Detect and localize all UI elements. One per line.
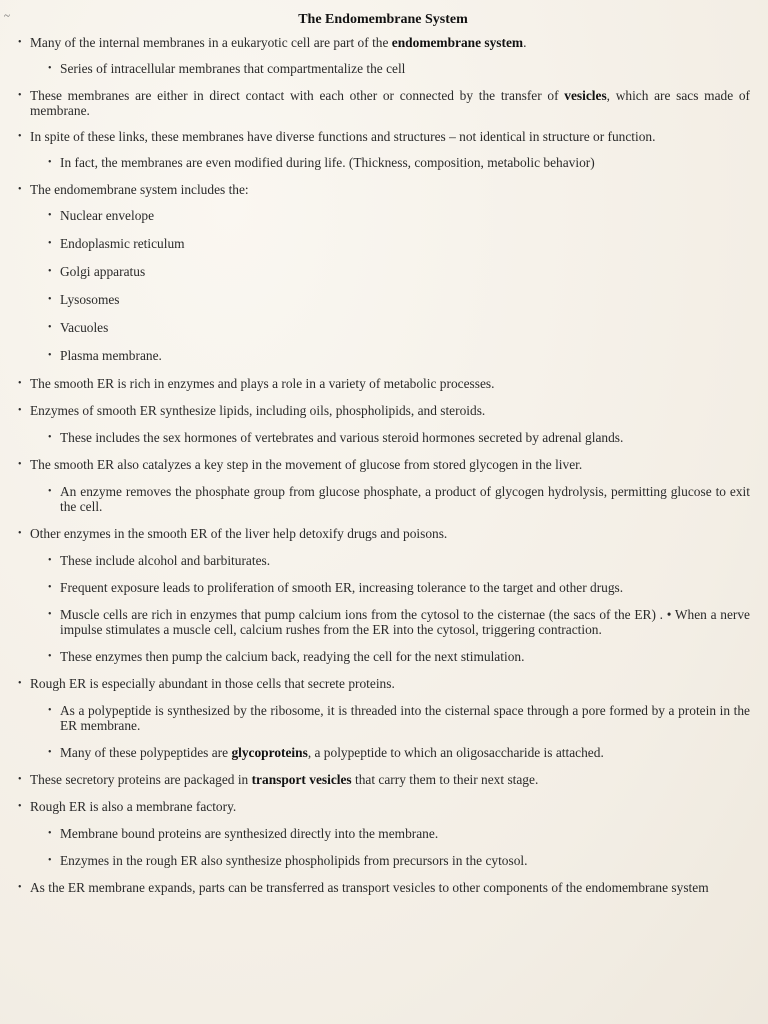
bullet-text: Rough ER is also a membrane factory. <box>30 799 237 814</box>
sub-bullet-item <box>16 649 750 664</box>
sub-bullet-item <box>16 580 750 595</box>
sub-bullet-item <box>16 607 750 637</box>
bullet-text: Membrane bound proteins are synthesized directly into the membrane. <box>60 826 439 841</box>
bullet-text: Many of these polypeptides are <box>60 745 232 760</box>
bullet-text: These membranes are either in direct contact with each other or connected by the transfer of <box>30 88 565 103</box>
bullet-text: As the ER membrane expands, parts can be transferred as transport vesicles to other components of the endomembrane system <box>30 880 709 895</box>
bullet-text: An enzyme removes the phosphate group from glucose phosphate, a product of glycogen hydrolysis, permitting glucose to exit the cell. <box>60 484 750 514</box>
bullet-text: Frequent exposure leads to proliferation of smooth ER, increasing tolerance to the target and other drugs. <box>60 580 624 595</box>
bullet-item <box>16 88 750 118</box>
sub-bullet-item <box>16 348 750 363</box>
bullet-item <box>16 676 750 691</box>
bullet-text: Other enzymes in the smooth ER of the liver help detoxify drugs and poisons. <box>30 526 448 541</box>
sub-bullet-item <box>16 703 750 733</box>
bullet-item <box>16 376 750 391</box>
bullet-text: Golgi apparatus <box>60 264 146 279</box>
bullet-text: Enzymes of smooth ER synthesize lipids, including oils, phospholipids, and steroids. <box>30 403 486 418</box>
bullet-text: that carry them to their next stage. <box>351 772 539 787</box>
bullet-text: Plasma membrane. <box>60 348 162 363</box>
bullet-text: The smooth ER also catalyzes a key step in the movement of glucose from stored glycogen in the liver. <box>30 457 583 472</box>
bullet-item <box>16 799 750 814</box>
bullet-item <box>16 403 750 418</box>
bold-term: glycoproteins <box>231 745 308 760</box>
bullet-text: Enzymes in the rough ER also synthesize phospholipids from precursors in the cytosol. <box>60 853 528 868</box>
bullet-text: , which are sacs made of membrane. <box>30 88 751 118</box>
sub-bullet-item <box>16 484 750 514</box>
bullet-text: Series of intracellular membranes that compartmentalize the cell <box>60 61 406 76</box>
bullet-text: Muscle cells are rich in enzymes that pump calcium ions from the cytosol to the cisternae (the sacs of the ER) . • When a nerve impulse stimulates a muscle cell, calcium rushes from the ER into the cytosol, triggering contraction. <box>60 607 750 637</box>
bullet-item <box>16 129 750 144</box>
sub-bullet-item <box>16 320 750 335</box>
sub-bullet-item <box>16 853 750 868</box>
corner-mark: ~ <box>4 10 10 22</box>
bullet-item <box>16 880 750 895</box>
bullet-item <box>16 526 750 541</box>
bullet-item <box>16 182 750 197</box>
bold-term: endomembrane system <box>391 35 524 50</box>
bullet-text: Vacuoles <box>60 320 109 335</box>
bullet-text: Rough ER is especially abundant in those cells that secrete proteins. <box>30 676 395 691</box>
bullet-text: Endoplasmic reticulum <box>60 236 185 251</box>
sub-bullet-item <box>16 430 750 445</box>
bullet-text: Many of the internal membranes in a eukaryotic cell are part of the <box>30 35 392 50</box>
page-title: The Endomembrane System <box>298 12 468 27</box>
bullet-text: , a polypeptide to which an oligosaccharide is attached. <box>307 745 604 760</box>
bullet-text: These enzymes then pump the calcium back, readying the cell for the next stimulation. <box>60 649 525 664</box>
bold-term: transport vesicles <box>251 772 352 787</box>
bullet-list <box>16 35 750 895</box>
bullet-item <box>16 457 750 472</box>
bullet-text: The endomembrane system includes the: <box>30 182 249 197</box>
bullet-text: . <box>523 35 527 50</box>
bullet-text: In spite of these links, these membranes have diverse functions and structures – not identical in structure or function. <box>30 129 656 144</box>
bullet-text: In fact, the membranes are even modified during life. (Thickness, composition, metabolic behavior) <box>60 155 595 170</box>
sub-bullet-item <box>16 61 750 76</box>
bullet-text: These includes the sex hormones of vertebrates and various steroid hormones secreted by adrenal glands. <box>60 430 624 445</box>
bold-term: vesicles <box>564 88 607 103</box>
bullet-text: These include alcohol and barbiturates. <box>60 553 271 568</box>
sub-bullet-item <box>16 264 750 279</box>
bullet-item <box>16 35 750 50</box>
bullet-text: Lysosomes <box>60 292 120 307</box>
sub-bullet-item <box>16 826 750 841</box>
bullet-text: These secretory proteins are packaged in <box>30 772 252 787</box>
sub-bullet-item <box>16 208 750 223</box>
bullet-text: Nuclear envelope <box>60 208 155 223</box>
sub-bullet-item <box>16 553 750 568</box>
sub-bullet-item <box>16 155 750 170</box>
sub-bullet-item <box>16 292 750 307</box>
bullet-text: As a polypeptide is synthesized by the ribosome, it is threaded into the cisternal space through a pore formed by a protein in the ER membrane. <box>60 703 750 733</box>
sub-bullet-item <box>16 236 750 251</box>
bullet-item <box>16 772 750 787</box>
bullet-text: The smooth ER is rich in enzymes and plays a role in a variety of metabolic processes. <box>30 376 495 391</box>
sub-bullet-item <box>16 745 750 760</box>
